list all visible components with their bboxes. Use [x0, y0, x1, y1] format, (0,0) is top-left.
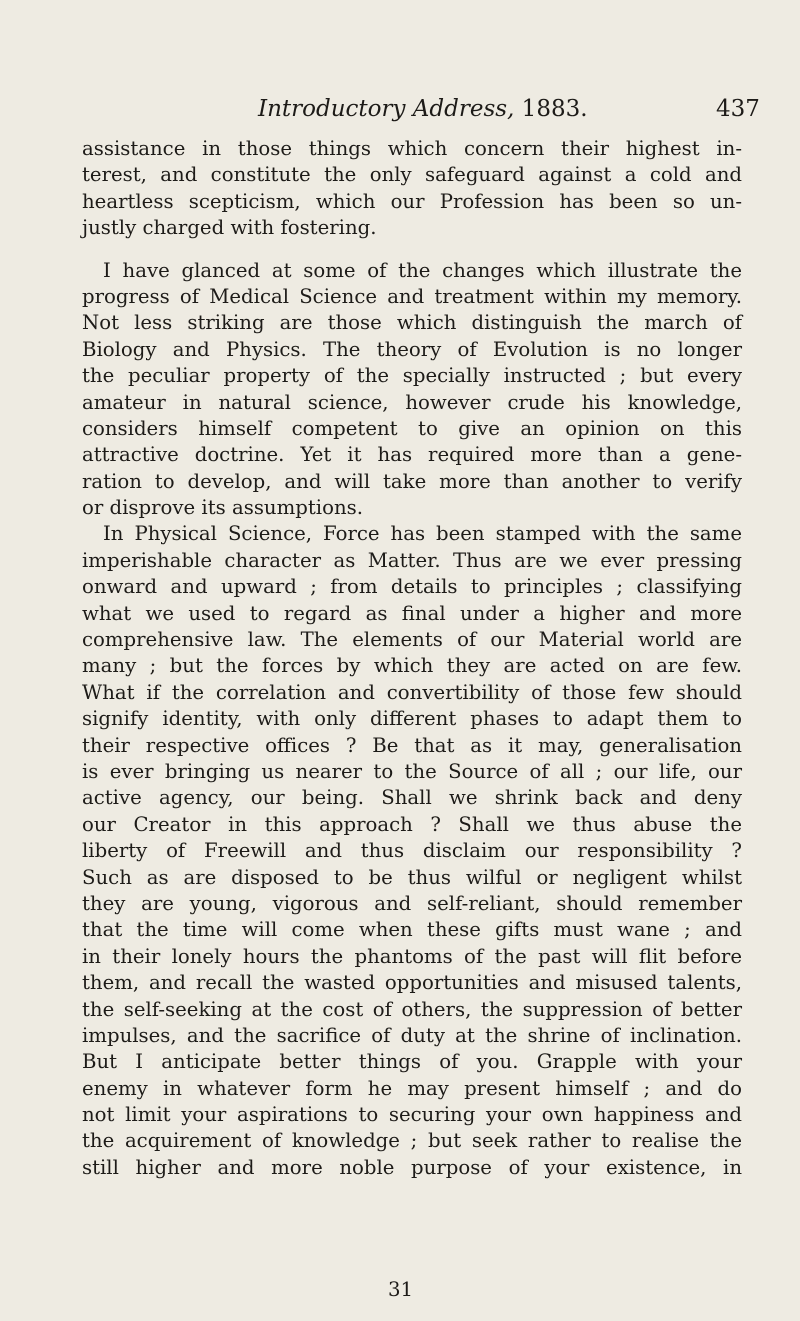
text-line: But I anticipate better things of you. Grapple with your — [82, 1050, 742, 1074]
text-line: impulses, and the sacrifice of duty at the shrine of inclination. — [82, 1023, 742, 1047]
text-line: onward and upward ; from details to principles ; classifying — [82, 575, 742, 599]
text-line: assistance in those things which concern their highest in- — [82, 137, 742, 160]
text-line: active agency, our being. Shall we shrink back and deny — [82, 786, 742, 810]
text-line: imperishable character as Matter. Thus are we ever pressing — [82, 548, 742, 572]
page-number: 437 — [716, 96, 760, 122]
running-head — [0, 94, 800, 124]
text-line: is ever bringing us nearer to the Source of all ; our life, our — [82, 759, 742, 783]
text-line: that the time will come when these gifts must wane ; and — [82, 918, 742, 942]
text-line: heartless scepticism, which our Profession has been so un- — [82, 189, 742, 213]
text-line: Biology and Physics. The theory of Evolution is no longer — [82, 337, 742, 361]
text-line: I have glanced at some of the changes which illustrate the — [103, 258, 742, 282]
text-line: progress of Medical Science and treatment within my memory. — [82, 284, 742, 308]
text-line: many ; but the forces by which they are acted on are few. — [82, 654, 742, 678]
text-line: comprehensive law. The elements of our Material world are — [82, 628, 742, 652]
text-line: considers himself competent to give an opinion on this — [82, 416, 742, 440]
text-line: our Creator in this approach ? Shall we thus abuse the — [82, 812, 742, 836]
running-title-italic: Introductory Address, — [258, 96, 515, 122]
paragraph-gap — [82, 242, 742, 258]
running-title — [258, 94, 588, 124]
text-line: their respective offices ? Be that as it may, generalisation — [82, 733, 742, 757]
text-line: not limit your aspirations to securing your own happiness and — [82, 1103, 742, 1127]
text-line: amateur in natural science, however crude his knowledge, — [82, 390, 742, 414]
text-line: In Physical Science, Force has been stamped with the same — [103, 522, 742, 546]
paragraph-3 — [82, 521, 742, 1181]
text-line: What if the correlation and convertibility of those few should — [82, 680, 742, 704]
body-text — [82, 136, 742, 1181]
text-line: or disprove its assumptions. — [82, 496, 363, 520]
signature-mark: 31 — [388, 1278, 414, 1301]
paragraph-1 — [82, 136, 742, 242]
text-line: what we used to regard as final under a higher and more — [82, 601, 742, 625]
text-line: enemy in whatever form he may present himself ; and do — [82, 1076, 742, 1100]
text-line: Not less striking are those which distinguish the march of — [82, 311, 742, 335]
text-line: ration to develop, and will take more than another to verify — [82, 469, 742, 493]
text-line: still higher and more noble purpose of your existence, in — [82, 1155, 742, 1179]
text-line: in their lonely hours the phantoms of the past will flit before — [82, 944, 742, 968]
text-line: attractive doctrine. Yet it has required more than a gene- — [82, 443, 742, 467]
text-line: terest, and constitute the only safeguard against a cold and — [82, 163, 742, 187]
text-line: the acquirement of knowledge ; but seek rather to realise the — [82, 1129, 742, 1153]
text-line: the peculiar property of the specially instructed ; but every — [82, 364, 742, 388]
text-line: they are young, vigorous and self-reliant, should remember — [82, 891, 742, 915]
text-line: signify identity, with only different phases to adapt them to — [82, 707, 742, 731]
text-line: justly charged with fostering. — [82, 216, 377, 240]
text-line: Such as are disposed to be thus wilful or negligent whilst — [82, 865, 742, 889]
paragraph-2 — [82, 258, 742, 522]
text-line: the self-seeking at the cost of others, the suppression of better — [82, 997, 742, 1021]
text-line: them, and recall the wasted opportunities and misused talents, — [82, 971, 742, 995]
running-title-year: 1883. — [514, 96, 588, 122]
text-line: liberty of Freewill and thus disclaim our responsibility ? — [82, 839, 742, 863]
